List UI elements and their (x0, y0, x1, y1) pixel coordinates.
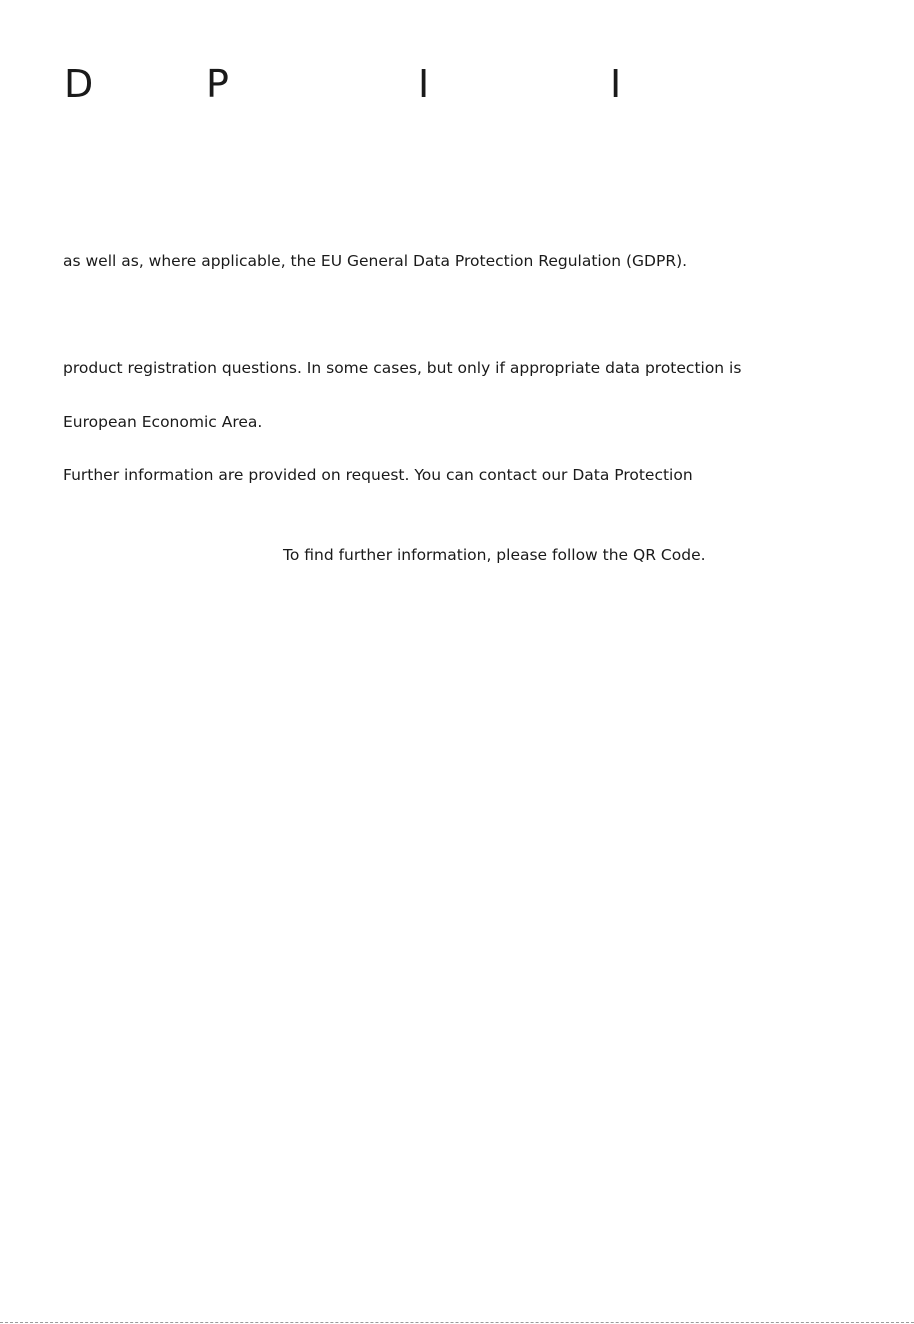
heading-letter-i-first: I (418, 62, 430, 106)
qr-code-note: To find further information, please follow the QR Code. (283, 546, 706, 564)
body-line-gdpr: as well as, where applicable, the EU General Data Protection Regulation (GDPR). (63, 252, 688, 270)
heading-letter-d: D (64, 62, 94, 106)
page-bottom-rule (0, 1322, 914, 1323)
heading-letter-i-second: I (610, 62, 622, 106)
heading-letter-p: P (206, 62, 229, 106)
body-line-product-registration: product registration questions. In some cases, but only if appropriate data protection is (63, 359, 742, 377)
body-line-further-information: Further information are provided on request. You can contact our Data Protection (63, 466, 693, 484)
page-heading (0, 62, 914, 106)
body-line-economic-area: European Economic Area. (63, 413, 263, 431)
